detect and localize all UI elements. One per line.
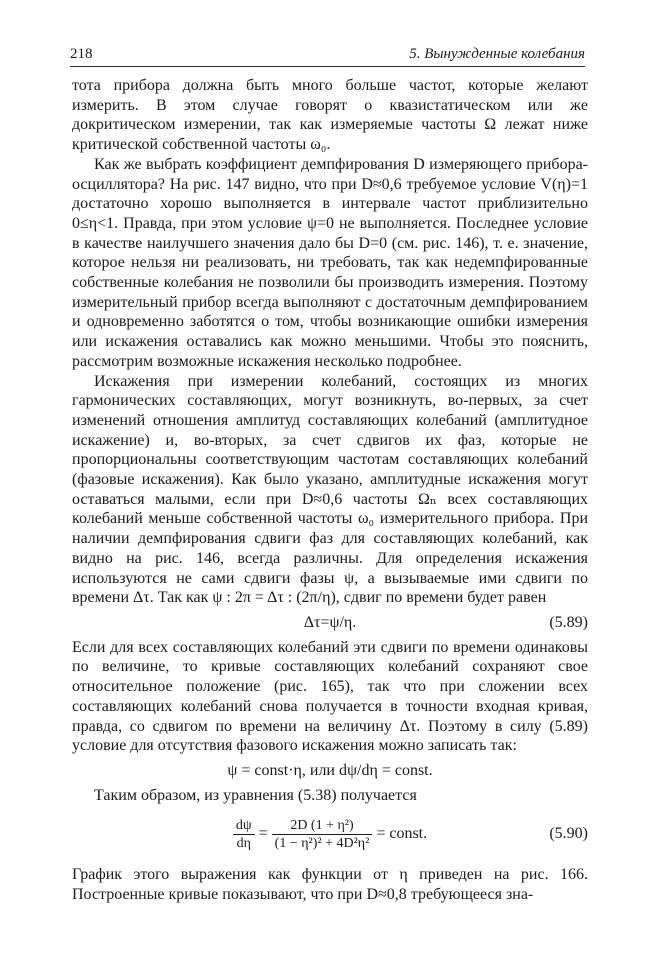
rhs-numerator: 2D (1 + η²) [272,817,373,835]
paragraph-5: Таким образом, из уравнения (5.38) получается [94,786,417,804]
lhs-denominator: dη [236,836,251,852]
equation-5-90-lhs [233,817,255,852]
equation-5-89-expr: Δτ=ψ/η. [303,613,357,631]
page-header [70,46,585,67]
page-body [72,76,588,905]
equation-5-90-rhs [272,817,373,852]
equation-5-90-tail: = const. [376,825,428,843]
chapter-title: 5. Вынужденные колебания [409,46,585,62]
equals-sign: = [258,825,272,843]
equation-5-89 [72,613,588,633]
equation-condition-expr: ψ = const·η, или dψ/dη = const. [227,761,433,779]
page-number: 218 [70,46,93,62]
rhs-denominator: (1 − η²)² + 4D²η² [274,836,370,852]
paragraph-1: тота прибора должна быть много больше частот, которые желают измерить. В этом случае говорят о квазистатическом или же докритическом измерении, так как измеряемые частоты Ω лежат ниже критической собственной частоты ω₀. [72,77,588,154]
equation-condition [72,761,588,781]
lhs-numerator: dψ [233,817,255,835]
equation-5-89-number: (5.89) [549,613,588,631]
paragraph-3: Искажения при измерении колебаний, состоящих из многих гармонических составляющих, могут возникнуть, во-первых, за счет изменений отношения амплитуд составляющих колебаний (амплитудное искажение) и, во-вторых, за счет сдвигов их фаз, которые не пропорциональны соответствующим частотам составляющих колебаний (фазовые искажения). Как было указано, амплитудные искажения могут оставаться малыми, если при D≈0,6 частоты Ωₙ всех составляющих колебаний меньше собственной частоты ω₀ измерительного прибора. При наличии демпфирования сдвиги фаз для составляющих колебаний, как видно на рис. 146, всегда различны. Для определения искажения используются не сами сдвиги фазы ψ, а вызываемые ими сдвиги по времени Δτ. Так как ψ : 2π = Δτ : (2π/η), сдвиг по времени будет равен [72,372,588,607]
paragraph-4: Если для всех составляющих колебаний эти сдвиги по времени одинаковы по величине, то кривые составляющих колебаний сохраняют свое относительное положение (рис. 165), так что при сложении всех составляющих колебаний снова получается в точности входная кривая, правда, со сдвигом по времени на величину Δτ. Поэтому в силу (5.89) условие для отсутствия фазового искажения можно записать так: [72,638,588,755]
paragraph-2: Как же выбрать коэффициент демпфирования D измеряющего прибора-осциллятора? На рис. 147 видно, что при D≈0,6 требуемое условие V(η)=1 достаточно хорошо выполняется в интервале частот приблизительно 0≤η<1. Правда, при этом условие ψ=0 не выполняется. Последнее условие в качестве наилучшего значения дало бы D=0 (см. рис. 146), т. е. значение, которое нельзя ни реализовать, ни требовать, так как недемпфированные собственные колебания не позволили бы производить измерения. Поэтому измерительный прибор всегда выполняют с достаточным демпфированием и одновременно заботятся о том, чтобы возникающие ошибки измерения или искажения оставались как можно меньшими. Чтобы это пояснить, рассмотрим возможные искажения несколько подробнее. [72,155,588,370]
paragraph-6: График этого выражения как функции от η приведен на рис. 166. Построенные кривые показывают, что при D≈0,8 требующееся зна- [72,866,588,904]
equation-5-90 [72,813,588,855]
equation-5-90-number: (5.90) [549,825,588,843]
